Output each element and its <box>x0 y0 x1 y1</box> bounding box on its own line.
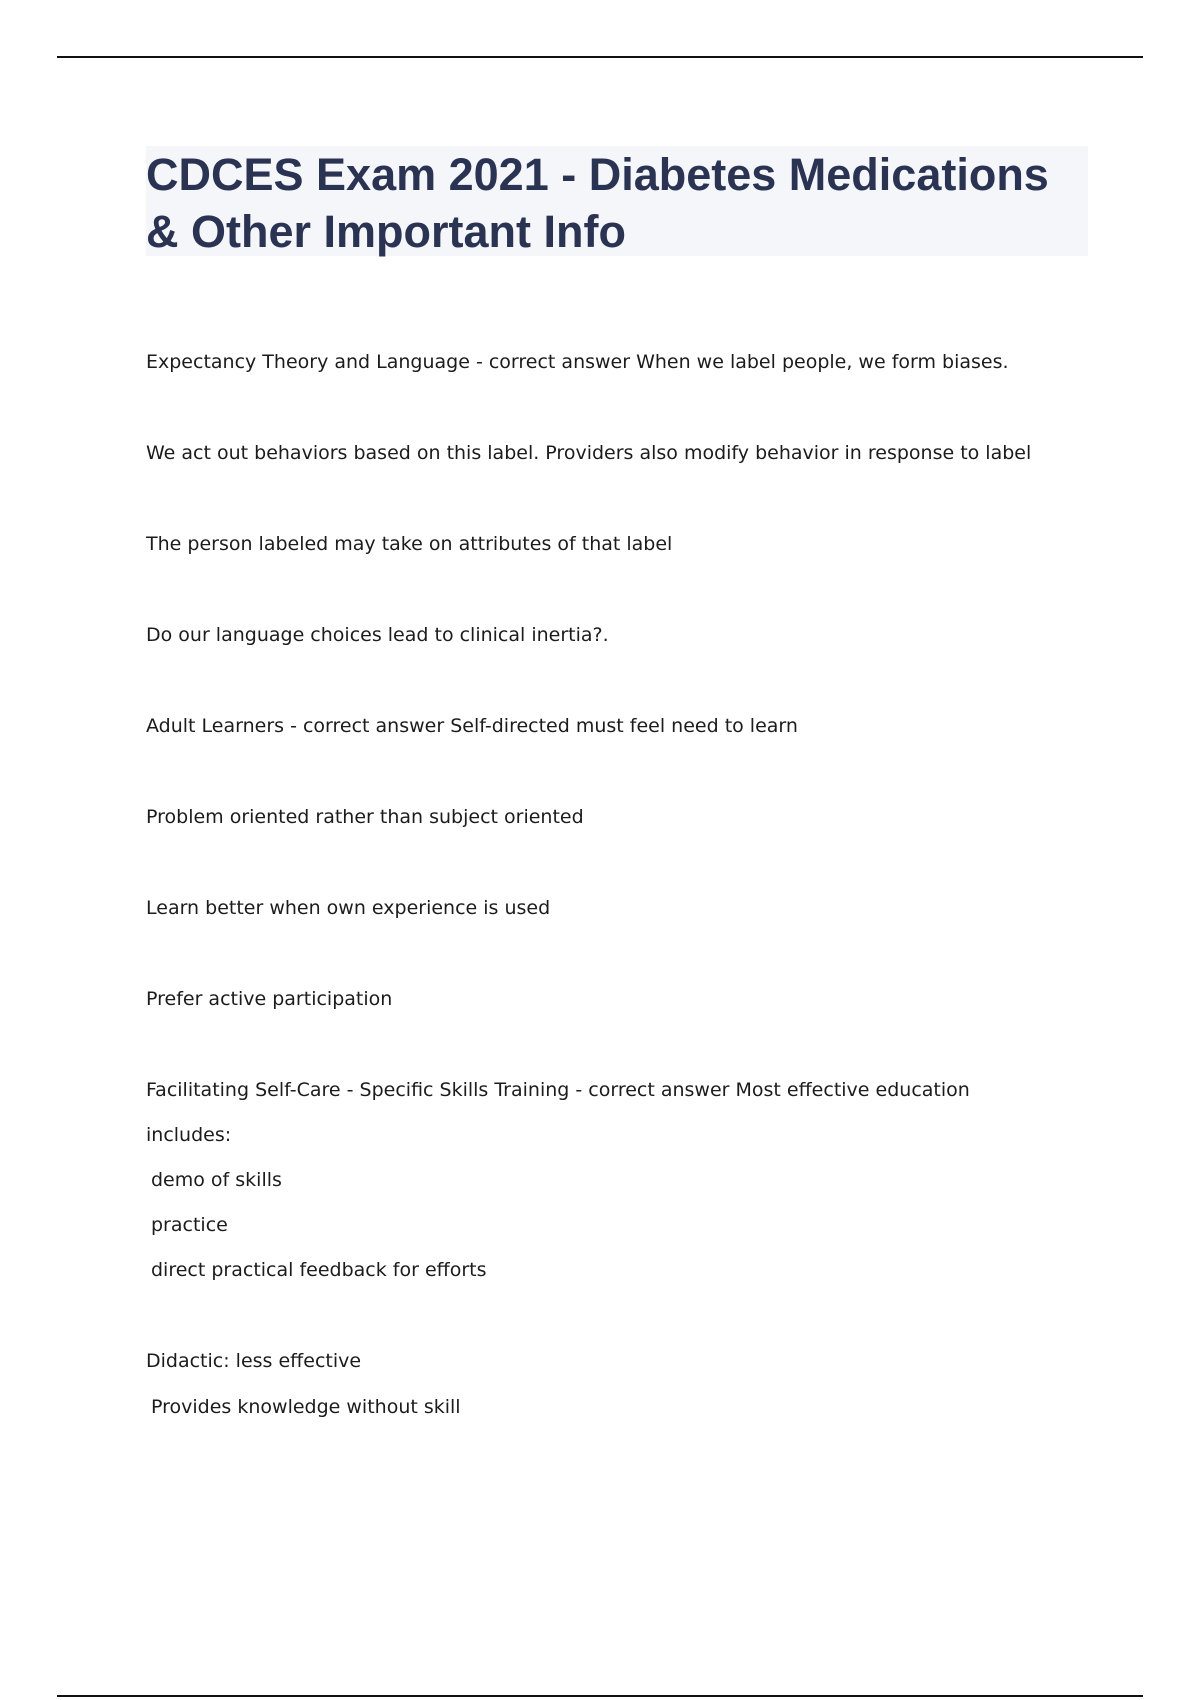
body-line: Facilitating Self-Care - Specific Skills Training - correct answer Most effective education <box>146 1079 970 1101</box>
body-line: The person labeled may take on attributes of that label <box>146 533 673 555</box>
body-line: Adult Learners - correct answer Self-directed must feel need to learn <box>146 715 798 737</box>
document-title: CDCES Exam 2021 - Diabetes Medications & Other Important Info <box>146 149 1049 257</box>
list-item: demo of skills <box>151 1169 282 1191</box>
body-line: We act out behaviors based on this label. Providers also modify behavior in response to label <box>146 442 1032 464</box>
body-line: Prefer active participation <box>146 988 393 1010</box>
body-line: Learn better when own experience is used <box>146 897 551 919</box>
body-line: Expectancy Theory and Language - correct answer When we label people, we form biases. <box>146 351 1009 373</box>
body-line: Do our language choices lead to clinical inertia?. <box>146 624 609 646</box>
list-item: direct practical feedback for efforts <box>151 1259 487 1281</box>
body-line: Problem oriented rather than subject oriented <box>146 806 584 828</box>
list-item: Provides knowledge without skill <box>151 1396 461 1418</box>
top-rule <box>57 56 1143 58</box>
bottom-rule <box>57 1695 1143 1697</box>
list-item: practice <box>151 1214 228 1236</box>
body-line: includes: <box>146 1124 232 1146</box>
body-line: Didactic: less effective <box>146 1350 362 1372</box>
